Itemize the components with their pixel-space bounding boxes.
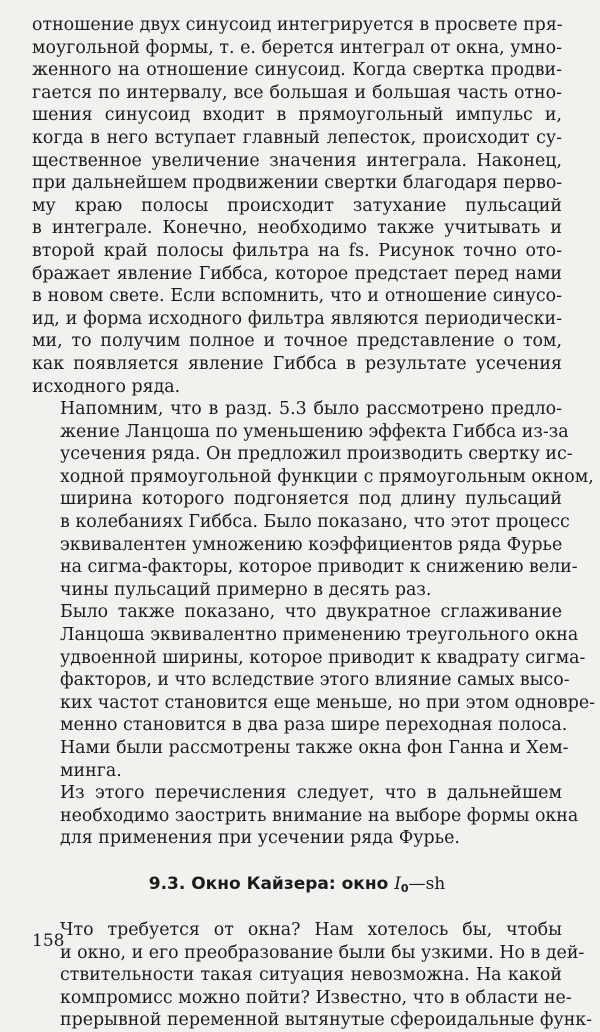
text-line: женного на отношение синусоид. Когда свертка продви-: [32, 60, 562, 81]
text-line: отношение двух синусоид интегрируется в просвете пря-: [32, 15, 563, 35]
section-heading: [32, 872, 562, 901]
paragraph: [32, 14, 562, 398]
paragraph: [32, 919, 593, 1032]
section-symbol: I: [394, 873, 401, 894]
text-line: Из этого перечисления следует, что в дальнейшем: [60, 783, 562, 804]
text-line: Что требуется от окна? Нам хотелось бы, чтобы: [60, 919, 562, 940]
text-line: компромисс можно пойти? Известно, что в области не-: [60, 987, 572, 1008]
text-line: ид, и форма исходного фильтра являются периодически-: [32, 308, 562, 329]
body-text-before-heading: [32, 14, 595, 850]
section-symbol-subscript: 0: [400, 881, 409, 895]
text-line: на сигма-факторы, которое приводит к снижению вели-: [60, 557, 578, 578]
text-line: когда в него вступает главный лепесток, происходит су-: [32, 127, 562, 148]
section-title-suffix: —sh: [408, 873, 446, 894]
page-number: 158: [32, 931, 65, 951]
section-title: Окно Кайзера: окно: [191, 873, 389, 894]
text-line: менно становится в два раза шире переходная полоса.: [60, 715, 568, 736]
text-line: ширина которого подгоняется под длину пульсаций: [60, 489, 562, 510]
text-line: в интеграле. Конечно, необходимо также учитывать и: [32, 218, 562, 239]
text-line: в новом свете. Если вспомнить, что и отношение синусо-: [32, 286, 562, 307]
paragraph: [32, 782, 579, 850]
text-line: ствительности такая ситуация невозможна. На какой: [60, 965, 562, 986]
text-line: Ланцоша эквивалентно применению треугольного окна: [60, 625, 579, 646]
paragraph: [32, 398, 594, 601]
text-line: моугольной формы, т. е. берется интеграл от окна, умно-: [32, 37, 562, 58]
text-line: для применения при усечении ряда Фурье.: [60, 828, 460, 849]
text-line: как появляется явление Гиббса в результате усечения: [32, 353, 562, 374]
text-line: второй край полосы фильтра на fs. Рисунок точно ото-: [32, 240, 562, 261]
text-line: жение Ланцоша по уменьшению эффекта Гиббса из-за: [60, 421, 569, 442]
text-line: ходной прямоугольной функции с прямоугольным окном,: [60, 466, 594, 487]
text-line: в колебаниях Гиббса. Было показано, что этот процесс: [60, 512, 570, 533]
text-line: усечения ряда. Он предложил производить свертку ис-: [60, 444, 573, 465]
text-line: прерывной переменной вытянутые сфероидальные функ-: [60, 1010, 593, 1031]
text-line: му краю полосы происходит затухание пульсаций: [32, 195, 562, 216]
text-line: гается по интервалу, все большая и большая часть отно-: [32, 82, 562, 103]
paragraph: [32, 601, 595, 782]
text-line: при дальнейшем продвижении свертки благодаря перво-: [32, 173, 563, 194]
body-text-after-heading: [32, 919, 593, 1032]
text-line: необходимо заострить внимание на выборе формы окна: [60, 805, 579, 826]
text-line: Было также показано, что двукратное сглаживание: [60, 602, 562, 623]
text-line: минга.: [60, 760, 122, 781]
text-line: Напомним, что в разд. 5.3 было рассмотрено предло-: [60, 399, 562, 420]
text-line: ких частот становится еще меньше, но при этом одновре-: [60, 692, 595, 713]
text-line: эквивалентен умножению коэффициентов ряда Фурье: [60, 534, 563, 555]
text-line: шения синусоид входит в прямоугольный импульс и,: [32, 105, 562, 126]
text-line: щественное увеличение значения интеграла. Наконец,: [32, 150, 562, 171]
text-line: чины пульсаций примерно в десять раз.: [60, 579, 432, 600]
section-number: 9.3.: [148, 873, 186, 894]
text-line: Нами были рассмотрены также окна фон Ганна и Хем-: [60, 738, 569, 758]
text-line: исходного ряда.: [32, 376, 181, 397]
text-line: удвоенной ширины, которое приводит к квадрату сигма-: [60, 647, 586, 668]
text-line: ми, то получим полное и точное представление о том,: [32, 331, 562, 352]
text-line: и окно, и его преобразование были бы узкими. Но в дей-: [60, 942, 585, 963]
text-line: факторов, и что вследствие этого влияние самых высо-: [60, 670, 570, 691]
text-line: бражает явление Гиббса, которое предстает перед нами: [32, 263, 562, 284]
